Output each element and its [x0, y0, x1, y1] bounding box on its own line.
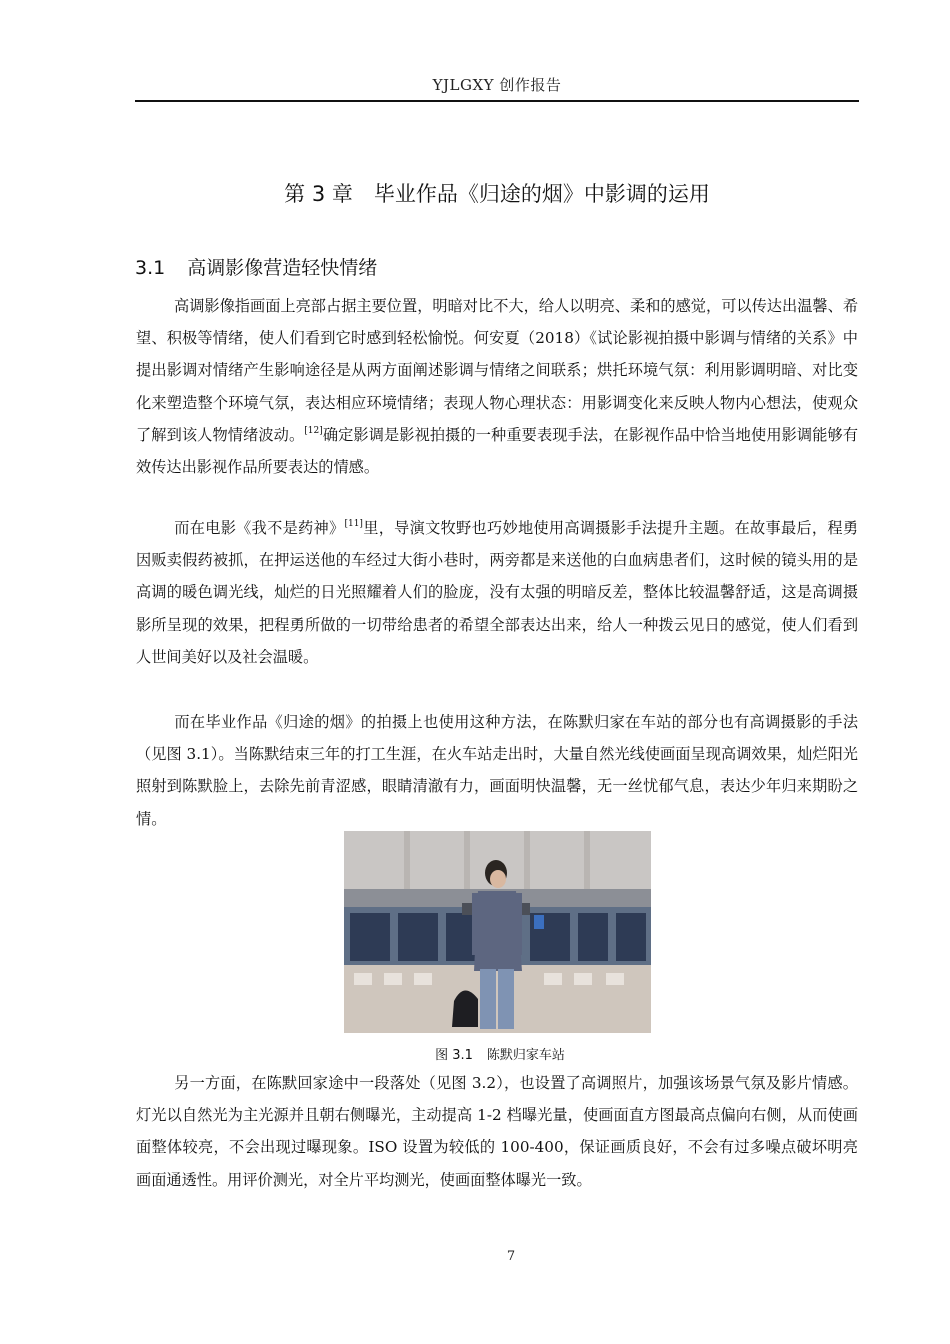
- citation-ref-12: [12]: [304, 425, 323, 436]
- citation-ref-11: [11]: [344, 519, 363, 529]
- section-title: 高调影像营造轻快情绪: [187, 257, 378, 279]
- section-heading: [135, 253, 377, 280]
- page-number: 7: [506, 1249, 516, 1264]
- figure-station-photo: [344, 831, 651, 1033]
- header-rule: [135, 100, 859, 102]
- paragraph-2-text-a: 而在电影《我不是药神》: [174, 519, 345, 537]
- paragraph-3-text: 而在毕业作品《归途的烟》的拍摄上也使用这种方法，在陈默归家在车站的部分也有高调摄影的手法（见图 3.1）。当陈默结束三年的打工生涯，在火车站走出时，大量自然光线使画面呈现高调效果，灿烂阳光照射到陈默脸上，去除先前青涩感，眼睛清澈有力，画面明快温馨，无一丝忧郁气息，表达少年归来期盼之情。: [136, 713, 858, 828]
- paragraph-1: [136, 290, 858, 483]
- paragraph-2-text-b: 里，导演文牧野也巧妙地使用高调摄影手法提升主题。在故事最后，程勇因贩卖假药被抓，在押运送他的车经过大街小巷时，两旁都是来送他的白血病患者们，这时候的镜头用的是高调的暖色调光线，灿烂的日光照耀着人们的脸庞，没有太强的明暗反差，整体比较温馨舒适，这是高调摄影所呈现的效果，把程勇所做的一切带给患者的希望全部表达出来，给人一种拨云见日的感觉，使人们看到人世间美好以及社会温暖。: [136, 519, 859, 666]
- running-header: YJLGXY 创作报告: [432, 76, 562, 94]
- paragraph-1-text-a: 高调影像指画面上亮部占据主要位置，明暗对比不大，给人以明亮、柔和的感觉，可以传达出温馨、希望、积极等情绪，使人们看到它时感到轻松愉悦。何安夏（2018）《试论影视拍摄中影调与情绪的关系》中提出影调对情绪产生影响途径是从两方面阐述影调与情绪之间联系；烘托环境气氛：利用影调明暗、对比变化来塑造整个环境气氛，表达相应环境情绪；表现人物心理状态：用影调变化来反映人物内心想法，使观众了解到该人物情绪波动。: [136, 297, 858, 444]
- section-number: 3.1: [135, 257, 166, 279]
- paragraph-4-text: 另一方面，在陈默回家途中一段落处（见图 3.2），也设置了高调照片，加强该场景气氛及影片情感。灯光以自然光为主光源并且朝右侧曝光，主动提高 1-2 档曝光量，使画面直方图最高点偏向右侧，从而使画面整体较亮，不会出现过曝现象。ISO 设置为较低的 100-400，保证画质良好，不会有过多噪点破坏明亮画面通透性。用评价测光，对全片平均测光，使画面整体曝光一致。: [136, 1074, 858, 1189]
- chapter-title: 第 3 章 毕业作品《归途的烟》中影调的运用: [284, 182, 710, 206]
- figure-caption: [135, 1044, 865, 1063]
- paragraph-1-text-b: 确定影调是影视拍摄的一种重要表现手法，在影视作品中恰当地使用影调能够有效传达出影视作品所要表达的情感。: [136, 425, 859, 477]
- figure-number: 图 3.1: [435, 1048, 473, 1063]
- paragraph-3: [136, 706, 858, 835]
- paragraph-4: [136, 1067, 858, 1196]
- figure-caption-text: 陈默归家车站: [486, 1048, 565, 1063]
- paragraph-2: [136, 512, 858, 673]
